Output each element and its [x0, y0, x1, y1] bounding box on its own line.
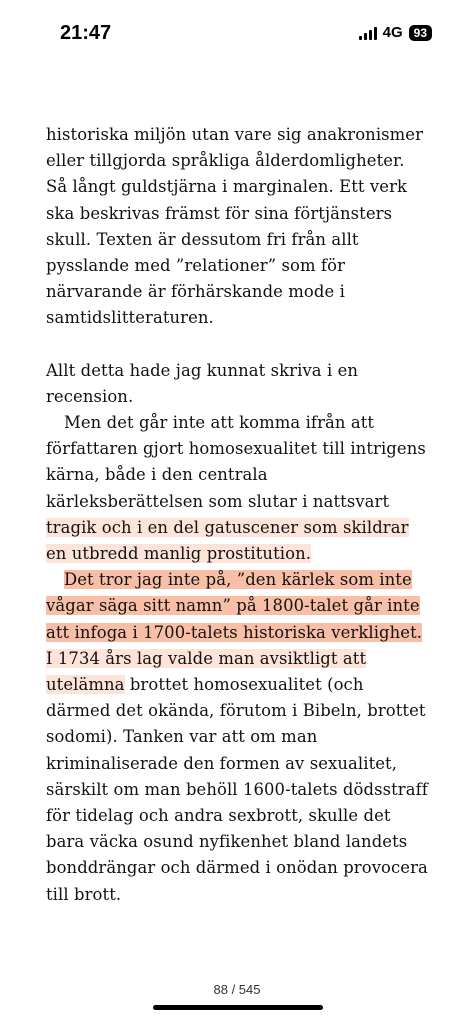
text-segment[interactable]: brottet homosexualitet (och därmed det okända, förutom i Bibeln, brottet sodomi). Tanken var att om man kriminaliserade den formen av sexualitet, särskilt om man behöll 1600-talets dödsstraff för tidelag och andra sexbrott, skulle det bara väcka osund nyfikenhet bland landets bonddrängar och därmed i onödan provocera till brott.	[46, 675, 428, 904]
signal-bars-icon	[359, 26, 377, 40]
status-indicators	[359, 24, 432, 41]
paragraph-3[interactable]	[46, 410, 428, 567]
paragraph-2[interactable]	[46, 358, 428, 410]
text-segment[interactable]: historiska miljön utan vare sig anakronismer eller tillgjorda språkliga ålderdomligheter. Så långt guldstjärna i marginalen. Ett verk ska beskrivas främst för sina förtjänsters skull. Texten är dessutom fri från allt pysslande med ”relationer” som för närvarande är förhärskande mode i samtidslitteraturen.	[46, 125, 424, 328]
paragraph-1[interactable]	[46, 122, 428, 332]
text-segment[interactable]: Men det går inte att komma ifrån att författaren gjort homosexualitet till intrigens kärna, både i den centrala kärleksberättelsen som slutar i nattsvart	[46, 413, 426, 511]
highlight-light[interactable]: tragik och i en del gatuscener som skildrar en utbredd manlig prostitution.	[46, 517, 409, 564]
status-bar	[0, 0, 474, 70]
page-number: 88 / 545	[213, 982, 261, 997]
highlight-strong[interactable]: Det tror jag inte på, ”den kärlek som inte vågar säga sitt namn” på 1800-talet går inte att infoga i 1700-talets historiska verklighet.	[46, 570, 423, 642]
status-time: 21:47	[60, 22, 112, 44]
text-segment[interactable]: Allt detta hade jag kunnat skriva i en recension.	[46, 360, 359, 406]
home-indicator[interactable]	[153, 1005, 323, 1010]
highlight-light[interactable]: I 1734 års lag valde man avsiktligt att utelämna	[46, 648, 367, 695]
book-text[interactable]	[46, 122, 428, 908]
battery-icon: 93	[409, 25, 432, 41]
paragraph-4[interactable]	[46, 567, 428, 908]
network-type: 4G	[382, 24, 403, 41]
